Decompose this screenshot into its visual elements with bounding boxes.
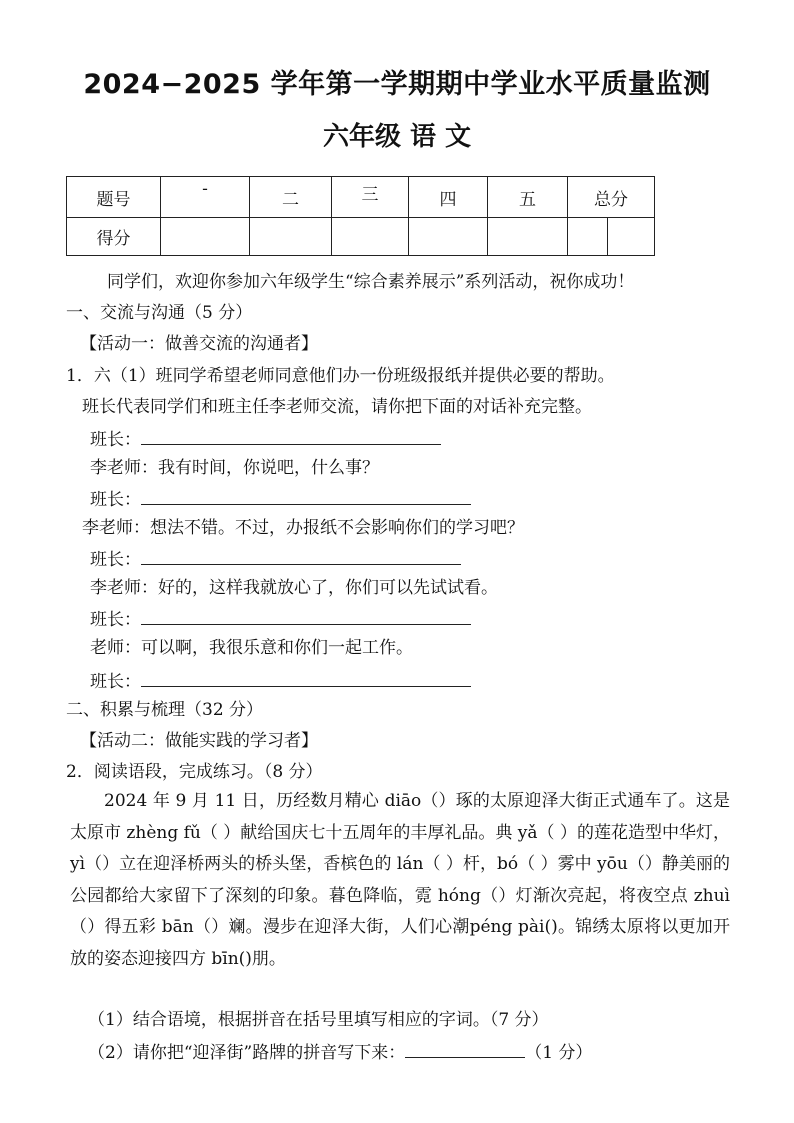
speaker-label: 班长：: [90, 430, 141, 450]
speaker-label: 班长：: [90, 490, 141, 510]
dialog-line: [90, 606, 471, 632]
dialog-line: 李老师：我有时间，你说吧，什么事？: [90, 458, 379, 478]
score-cell-header: -: [161, 177, 250, 218]
q1-text: 1．六（1）班同学希望老师同意他们办一份班级报纸并提供必要的帮助。: [66, 366, 615, 386]
dialog-line: [90, 668, 471, 694]
q2-sub2-score: （1 分）: [525, 1043, 593, 1063]
q2-sub2-text: （2）请你把“迎泽街”路牌的拼音写下来：: [88, 1043, 406, 1063]
dialog-line: 老师：可以啊，我很乐意和你们一起工作。: [90, 638, 413, 658]
score-input-cell[interactable]: [409, 218, 488, 256]
intro-text: 同学们，欢迎你参加六年级学生“综合素养展示”系列活动，祝你成功！: [107, 272, 635, 292]
score-cell-label: 得分: [67, 218, 161, 256]
score-input-cell[interactable]: [608, 218, 655, 256]
reading-passage: 2024 年 9 月 11 日，历经数月精心 diāo（）琢的太原迎泽大街正式通车了。这是太原市 zhèng fǔ（ ）献给国庆七十五周年的丰厚礼品。典 yǎ（ ）的莲花造型中华灯，yì（）立在迎泽桥两头的桥头堡，香槟色的 lán（ ）杆，bó（ ）雾中 yōu（）静美丽的公园都给大家留下了深刻的印象。暮色降临，霓 hóng（）灯渐次亮起，将夜空点 zhuì（）得五彩 bān（）斓。漫步在迎泽大街，人们心潮péng pài()。锦绣太原将以更加开放的姿态迎接四方 bīn()朋。: [70, 791, 730, 969]
score-cell-header: 五: [488, 177, 568, 218]
answer-blank[interactable]: [141, 546, 461, 565]
score-input-cell[interactable]: [250, 218, 332, 256]
section2-heading: 二、积累与梳理（32 分）: [66, 700, 264, 720]
dialog-line: 李老师：好的，这样我就放心了，你们可以先试试看。: [90, 578, 498, 598]
answer-blank[interactable]: [141, 606, 471, 625]
score-cell-label: 题号: [67, 177, 161, 218]
dialog-line: 李老师：想法不错。不过，办报纸不会影响你们的学习吧？: [82, 518, 524, 538]
section1-heading: 一、交流与沟通（5 分）: [66, 303, 253, 323]
q2-sub2: [88, 1039, 592, 1065]
score-cell-header: 二: [250, 177, 332, 218]
dialog-line: [90, 426, 441, 452]
score-input-cell[interactable]: [568, 218, 608, 256]
answer-blank[interactable]: [141, 426, 441, 445]
score-table: [66, 176, 655, 256]
score-table-header-row: [67, 177, 655, 218]
speaker-label: 班长：: [90, 550, 141, 570]
speaker-label: 班长：: [90, 610, 141, 630]
q2-sub1: （1）结合语境，根据拼音在括号里填写相应的字词。（7 分）: [88, 1010, 549, 1030]
activity2-heading: 【活动二：做能实践的学习者】: [80, 731, 318, 751]
answer-blank[interactable]: [141, 486, 471, 505]
score-input-cell[interactable]: [488, 218, 568, 256]
exam-subtitle: 六年级 语 文: [322, 122, 472, 152]
q1-text: 班长代表同学们和班主任李老师交流，请你把下面的对话补充完整。: [82, 397, 592, 417]
speaker-label: 班长：: [90, 672, 141, 692]
score-input-cell[interactable]: [332, 218, 409, 256]
dialog-line: [90, 546, 461, 572]
score-input-cell[interactable]: [161, 218, 250, 256]
score-cell-header: 四: [409, 177, 488, 218]
score-cell-header: 总分: [568, 177, 655, 218]
score-table-score-row: [67, 218, 655, 256]
exam-title: 2024−2025 学年第一学期期中学业水平质量监测: [83, 69, 711, 100]
answer-blank[interactable]: [405, 1039, 525, 1058]
dialog-line: [90, 486, 471, 512]
activity1-heading: 【活动一：做善交流的沟通者】: [80, 334, 318, 354]
q2-text: 2．阅读语段，完成练习。（8 分）: [66, 762, 323, 782]
score-cell-header: 三: [332, 177, 409, 218]
answer-blank[interactable]: [141, 668, 471, 687]
